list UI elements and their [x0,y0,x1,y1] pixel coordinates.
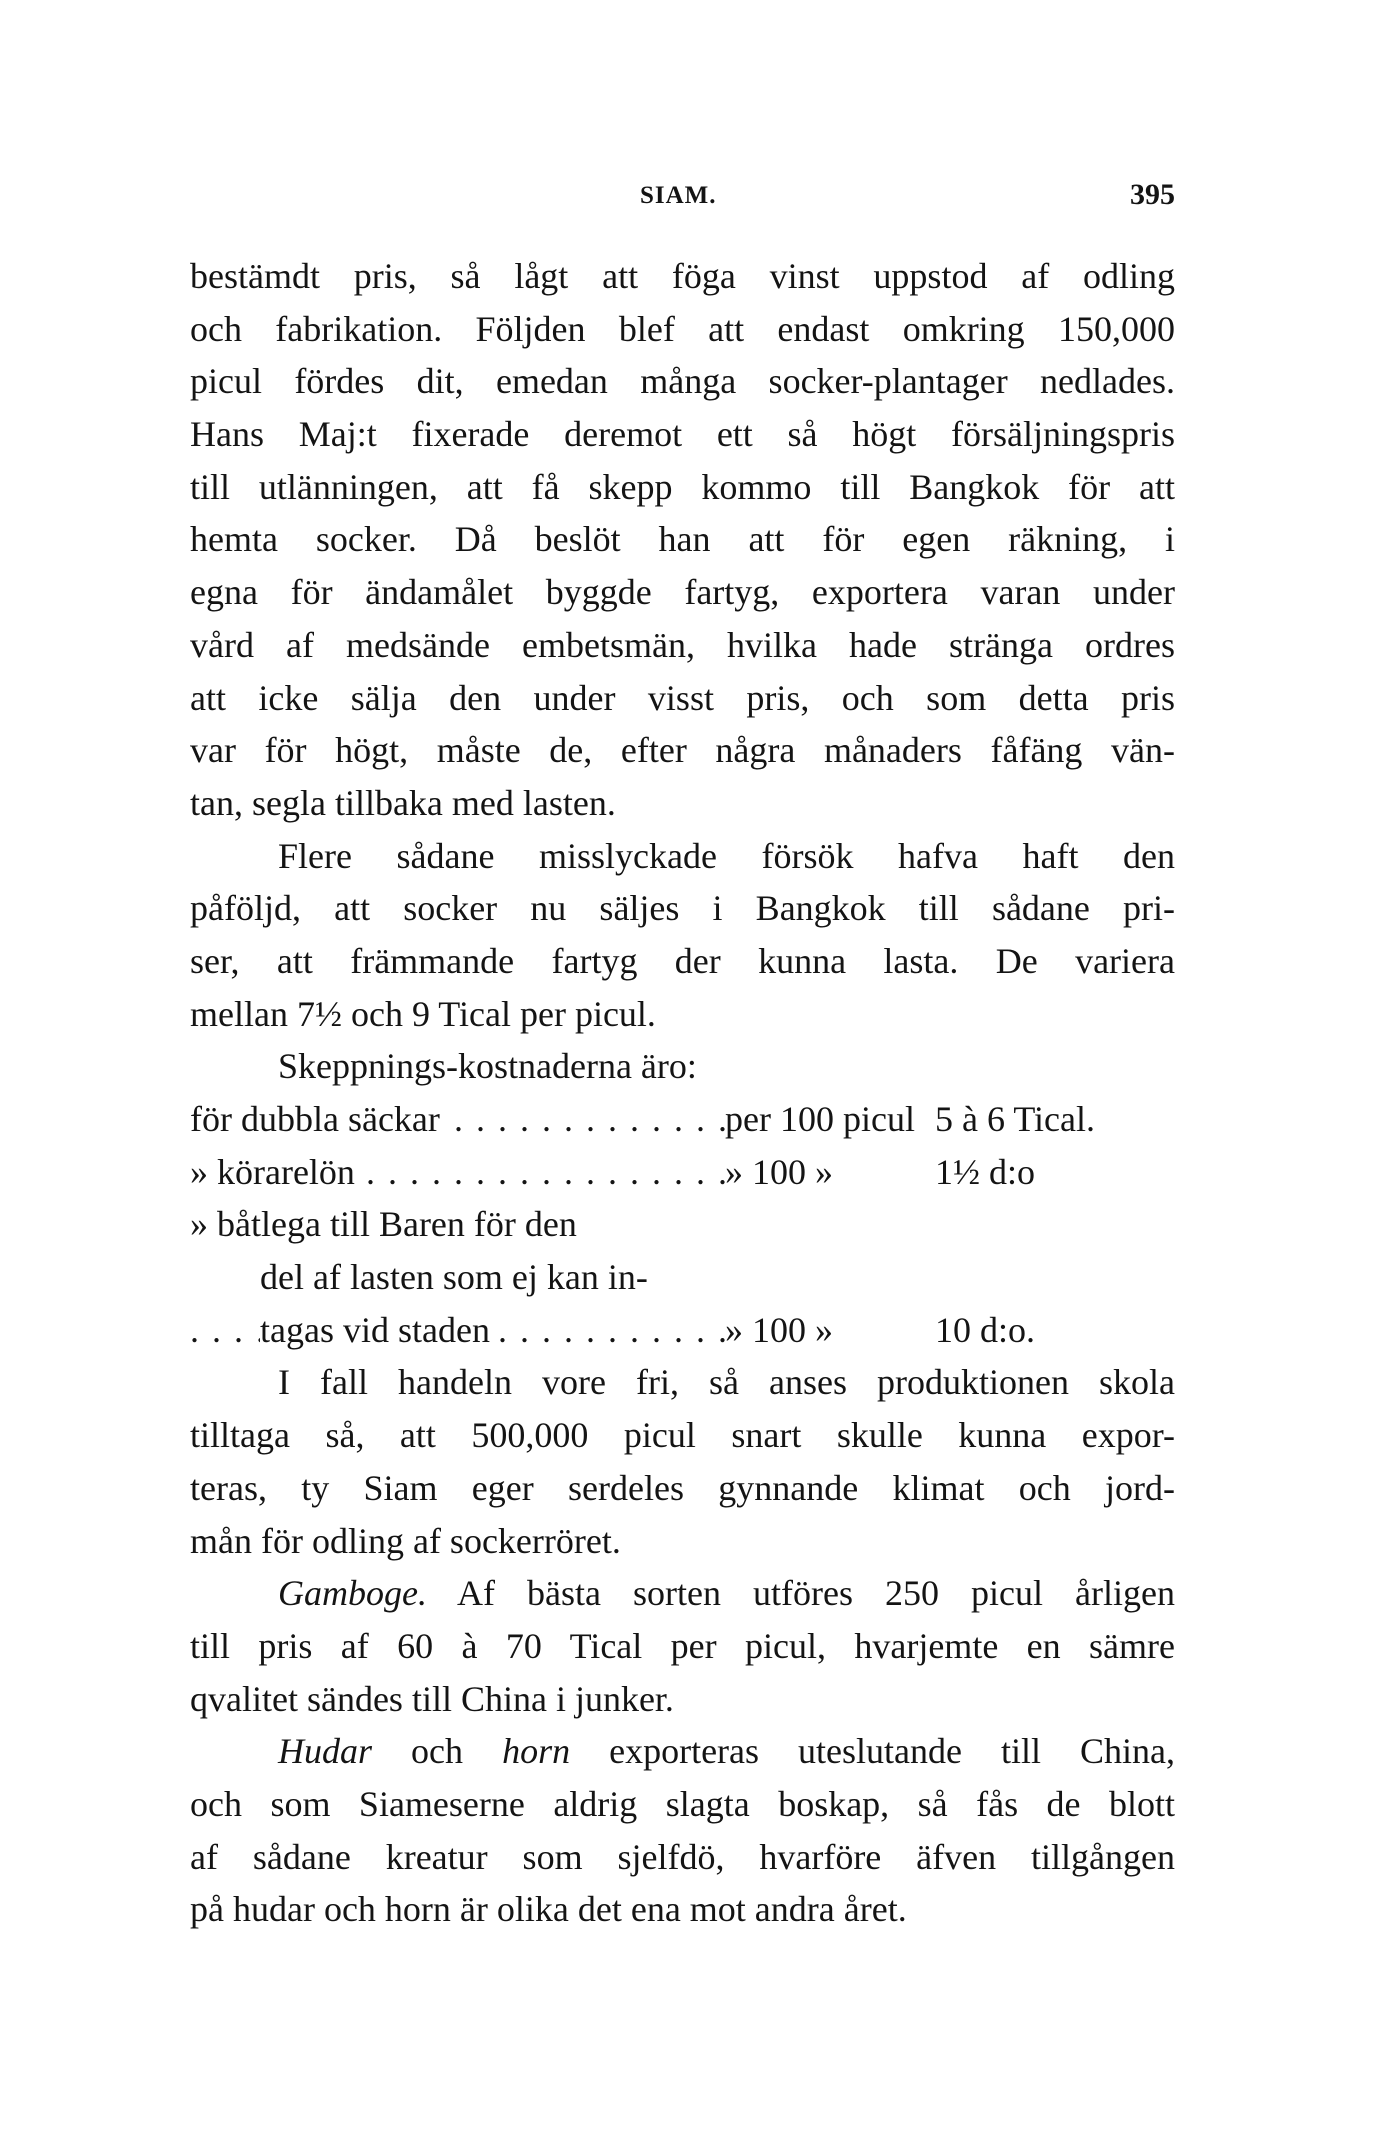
text-line: att icke sälja den under visst pris, och som detta pris [190,677,1175,718]
text-line: och som Siameserne aldrig slagta boskap, så fås de blott [190,1783,1175,1824]
page-header [190,178,1175,222]
text-line: I fall handeln vore fri, så anses produktionen skola [278,1362,1175,1403]
cost-unit: » 100 » [725,1151,833,1192]
text-line: på hudar och horn är olika det ena mot andra året. [190,1889,907,1930]
term-horn: horn [502,1731,571,1772]
cost-price: 5 à 6 Tical. [935,1099,1096,1139]
cost-price: 1½ d:o [935,1151,1036,1192]
text-line: tan, segla tillbaka med lasten. [190,782,616,823]
text-line: var för högt, måste de, efter några månaders fåfäng vän- [190,730,1175,771]
paragraph-free-trade [190,1356,1175,1567]
paragraph-gamboge [190,1567,1175,1725]
cost-unit: per 100 picul [725,1099,915,1139]
text-line: af sådane kreatur som sjelfdö, hvarföre äfven tillgången [190,1836,1175,1877]
text-line: hemta socker. Då beslöt han att för egen räkning, i [190,519,1175,560]
cost-item: del af lasten som ej kan in- [190,1251,725,1304]
text-line: vård af medsände embetsmän, hvilka hade stränga ordres [190,624,1175,665]
term-hudar: Hudar [278,1731,373,1772]
text-line: qvalitet sändes till China i junker. [190,1678,674,1719]
cost-row [190,1146,1175,1199]
text-line: tilltaga så, att 500,000 picul snart skulle kunna expor- [190,1415,1175,1456]
text-line: egna för ändamålet byggde fartyg, exportera varan under [190,572,1175,613]
cost-row [190,1304,1175,1357]
costs-intro: Skeppnings-kostnaderna äro: [278,1046,697,1087]
text-line: påföljd, att socker nu säljes i Bangkok till sådane pri- [190,888,1175,929]
text-line: mellan 7½ och 9 Tical per picul. [190,993,656,1034]
text-line: till utlänningen, att få skepp kommo till Bangkok för att [190,466,1175,507]
paragraph-sugar-pricing [190,250,1175,830]
text-line: teras, ty Siam eger serdeles gynnande klimat och jord- [190,1467,1175,1508]
cost-row [190,1198,1175,1251]
cost-price: 10 d:o. [935,1309,1036,1350]
page-number: 395 [1130,178,1175,211]
text-line: picul fördes dit, emedan många socker-plantager nedlades. [190,361,1175,402]
cost-item: » körarelön . . . [190,1146,725,1199]
text-line: Hudar och horn exporteras uteslutande till China, [278,1731,1176,1772]
text-line: Gamboge. Af bästa sorten utföres 250 picul årligen [278,1573,1175,1614]
text-line: bestämdt pris, så lågt att föga vinst uppstod af odling [190,256,1175,296]
text-line: mån för odling af sockerröret. [190,1520,621,1561]
shipping-costs-table [190,1093,1175,1356]
paragraph-hides-horns [190,1725,1175,1936]
text-line: till pris af 60 à 70 Tical per picul, hvarjemte en sämre [190,1625,1175,1666]
text-line: ser, att främmande fartyg der kunna lasta. De variera [190,940,1175,981]
cost-item: för dubbla säckar . . . [190,1093,725,1146]
cost-item: » båtlega till Baren för den [190,1198,725,1251]
running-title: SIAM. [640,182,717,209]
cost-row [190,1093,1175,1146]
term-gamboge: Gamboge. [278,1573,427,1614]
cost-item: tagas vid staden . . . [190,1304,725,1357]
paragraph-failed-attempts [190,830,1175,1041]
text-line: Hans Maj:t fixerade deremot ett så högt försäljningspris [190,414,1175,455]
body-text [190,250,1175,1936]
text-line: Flere sådane misslyckade försök hafva haft den [278,835,1175,876]
text-line: och fabrikation. Följden blef att endast omkring 150,000 [190,308,1175,349]
cost-row [190,1251,1175,1304]
cost-unit: » 100 » [725,1309,833,1350]
